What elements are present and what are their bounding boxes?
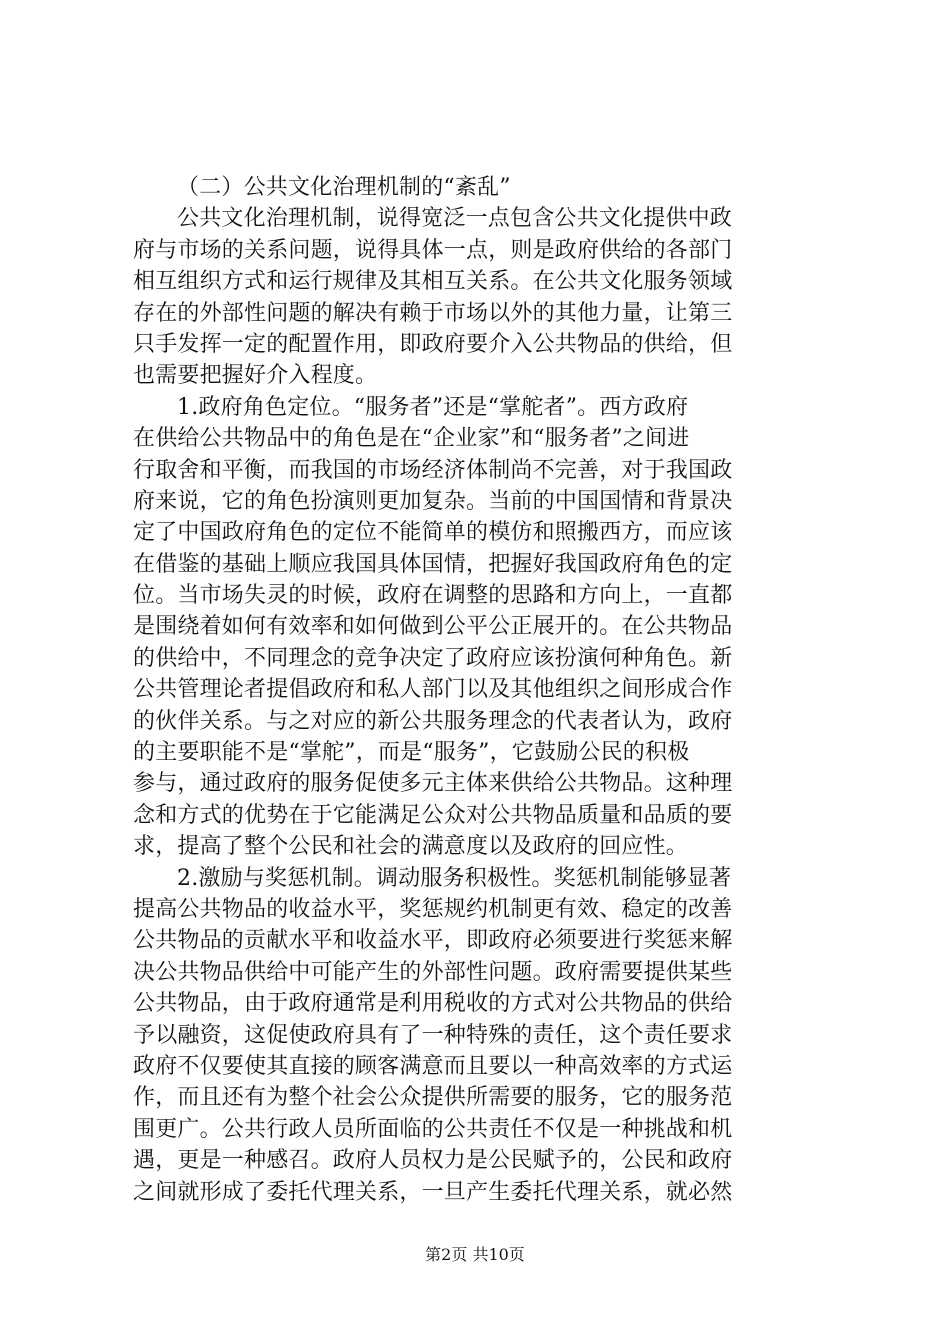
paragraph-line: 公共物品的贡献水平和收益水平，即政府必须要进行奖惩来解 — [133, 928, 733, 954]
paragraph-line: 公共物品，由于政府通常是利用税收的方式对公共物品的供给 — [133, 991, 733, 1017]
paragraph-line: 公共管理论者提倡政府和私人部门以及其他组织之间形成合作 — [133, 677, 733, 703]
paragraph-line: 在供给公共物品中的角色是在“企业家”和“服务者”之间进 — [133, 426, 690, 452]
paragraph-line: 府与市场的关系问题，说得具体一点，则是政府供给的各部门 — [133, 237, 733, 263]
paragraph-line: 提高公共物品的收益水平，奖惩规约机制更有效、稳定的改善 — [133, 896, 733, 922]
paragraph-line: 念和方式的优势在于它能满足公众对公共物品质量和品质的要 — [133, 802, 733, 828]
paragraph-line: 求，提高了整个公民和社会的满意度以及政府的回应性。 — [133, 834, 689, 860]
paragraph-line: 位。当市场失灵的时候，政府在调整的思路和方向上，一直都 — [133, 583, 733, 609]
paragraph-line: 参与，通过政府的服务促使多元主体来供给公共物品。这种理 — [133, 771, 733, 797]
paragraph-line: 决公共物品供给中可能产生的外部性问题。政府需要提供某些 — [133, 959, 733, 985]
page-footer: 第2页 共10页 — [425, 1245, 525, 1264]
paragraph-line: 政府不仅要使其直接的顾客满意而且要以一种高效率的方式运 — [133, 1053, 733, 1079]
paragraph-line: 定了中国政府角色的定位不能简单的模仿和照搬西方，而应该 — [133, 520, 733, 546]
paragraph-line: 遇，更是一种感召。政府人员权力是公民赋予的，公民和政府 — [133, 1148, 733, 1174]
section-heading: （二）公共文化治理机制的“紊乱” — [177, 175, 511, 200]
paragraph-line: 的供给中，不同理念的竞争决定了政府应该扮演何种角色。新 — [133, 645, 733, 671]
paragraph-line: 予以融资，这促使政府具有了一种特殊的责任，这个责任要求 — [133, 1022, 733, 1048]
paragraph-line: 相互组织方式和运行规律及其相互关系。在公共文化服务领域 — [133, 269, 733, 295]
paragraph-line: 在借鉴的基础上顺应我国具体国情，把握好我国政府角色的定 — [133, 551, 733, 577]
paragraph-line: 是围绕着如何有效率和如何做到公平公正展开的。在公共物品 — [133, 614, 733, 640]
paragraph-line: 作，而且还有为整个社会公众提供所需要的服务，它的服务范 — [133, 1085, 733, 1111]
paragraph-line: 府来说，它的角色扮演则更加复杂。当前的中国国情和背景决 — [133, 488, 733, 514]
paragraph-line: 只手发挥一定的配置作用，即政府要介入公共物品的供给，但 — [133, 331, 733, 357]
paragraph-line: 围更广。公共行政人员所面临的公共责任不仅是一种挑战和机 — [133, 1116, 733, 1142]
paragraph-line: 1.政府角色定位。“服务者”还是“掌舵者”。西方政府 — [177, 394, 689, 420]
paragraph-line: 2.激励与奖惩机制。调动服务积极性。奖惩机制能够显著 — [177, 865, 732, 891]
paragraph-line: 之间就形成了委托代理关系，一旦产生委托代理关系，就必然 — [133, 1179, 733, 1205]
paragraph-line: 的主要职能不是“掌舵”，而是“服务”，它鼓励公民的积极 — [133, 740, 690, 766]
paragraph-line: 的伙伴关系。与之对应的新公共服务理念的代表者认为，政府 — [133, 708, 733, 734]
paragraph-line: 也需要把握好介入程度。 — [133, 363, 378, 389]
paragraph-line: 存在的外部性问题的解决有赖于市场以外的其他力量，让第三 — [133, 300, 733, 326]
paragraph-line: 行取舍和平衡，而我国的市场经济体制尚不完善，对于我国政 — [133, 457, 733, 483]
paragraph-line: 公共文化治理机制，说得宽泛一点包含公共文化提供中政 — [177, 206, 733, 232]
body-text — [133, 172, 821, 1208]
